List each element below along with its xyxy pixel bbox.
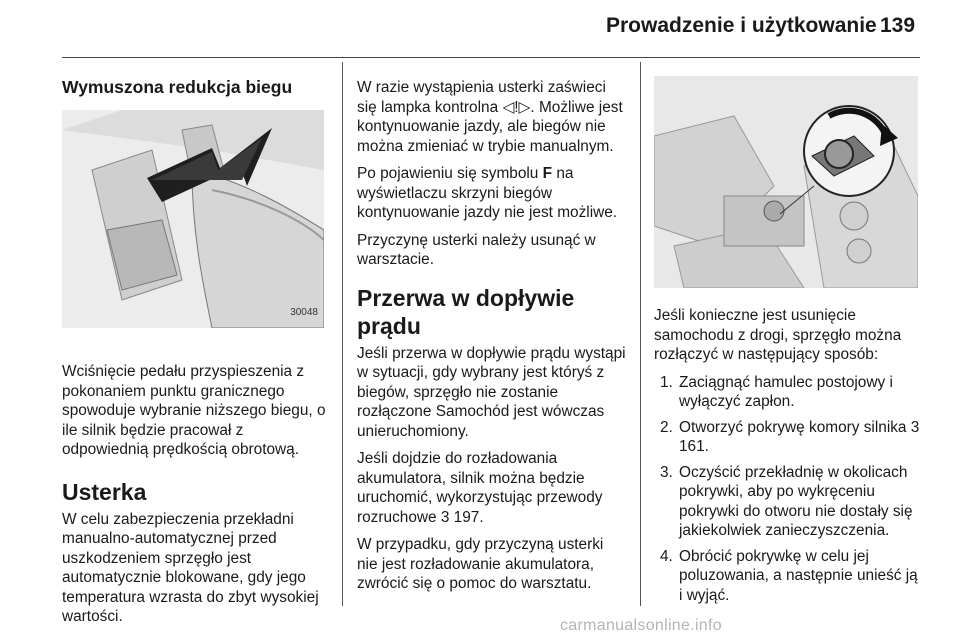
column-2 [357, 78, 627, 602]
kickdown-paragraph: Wciśnięcie pedału przyspieszenia z pokonaniem punktu granicznego spowoduje wybranie niższego biegu, o ile silnik będzie pracował z odpowiednią prędkością obrotową. [62, 363, 326, 458]
other-cause-paragraph: W przypadku, gdy przyczyną usterki nie jest rozładowanie akumulatora, zwrócić się o pomoc do warsztatu. [357, 536, 604, 592]
column-divider [640, 62, 641, 606]
column-divider [342, 62, 343, 606]
section-heading-power-failure: Przerwa w dopływie prądu [357, 284, 575, 339]
workshop-paragraph: Przyczynę usterki należy usunąć w warsztacie. [357, 231, 596, 268]
f-symbol-paragraph: Po pojawieniu się symbolu F na wyświetlaczu skrzyni biegów kontynuowanie jazdy nie jest możliwe. [357, 165, 618, 221]
image-code: 30048 [290, 306, 318, 318]
page-reference: 3 161. [679, 418, 920, 455]
warning-lamp-icon: ◁!▷ [502, 98, 531, 116]
f-symbol: F [542, 165, 553, 182]
header-rule [62, 57, 920, 58]
page-header-title: Prowadzenie i użytkowanie [606, 14, 877, 37]
section-heading-fault: Usterka [62, 478, 147, 505]
power-failure-paragraph: Jeśli przerwa w dopływie prądu wystąpi w sytuacji, gdy wybrany jest któryś z biegów, sprzęgło nie zostanie rozłączone Samochód jest wówczas unieruchomiony. [357, 344, 626, 440]
column-3 [654, 76, 924, 611]
list-item: 1. Zaciągnąć hamulec postojowy i wyłączyć zapłon. [660, 373, 893, 410]
page-number: 139 [880, 14, 916, 37]
fault-lamp-paragraph: W razie wystąpienia usterki zaświeci się lampka kontrolna ◁!▷. Możliwe jest kontynuowanie jazdy, ale biegów nie można zmieniać w trybie manualnym. [357, 79, 623, 155]
column-1 [62, 76, 332, 635]
battery-paragraph: Jeśli dojdzie do rozładowania akumulatora, silnik można będzie uruchomić, wykorzystując przewody rozruchowe 3 197. [357, 450, 603, 526]
section-heading-kickdown: Wymuszona redukcja biegu [62, 77, 293, 97]
fault-paragraph: W celu zabezpieczenia przekładni manualno-automatycznej przed uszkodzeniem sprzęgło jest automatycznie blokowane, gdy jego temperatura wzrasta do zbyt wysokiej wartości. [62, 510, 319, 625]
engine-compartment-illustration [654, 76, 918, 288]
page-reference: 3 197 [440, 508, 480, 526]
intro-paragraph: Jeśli konieczne jest usunięcie samochodu z drogi, sprzęgło można rozłączyć w następujący sposób: [654, 307, 902, 363]
list-item: 3. Oczyścić przekładnię w okolicach pokrywki, aby po wykręceniu pokrywki do otworu nie dostały się jakiekolwiek zanieczyszczenia. [660, 463, 913, 539]
list-item: 2. Otworzyć pokrywę komory silnika 3 161. [660, 418, 920, 455]
watermark: carmanualsonline.info [560, 617, 722, 634]
procedure-list [654, 373, 924, 606]
list-item: 4. Obrócić pokrywkę w celu jej poluzowania, a następnie unieść ją i wyjąć. [660, 547, 918, 604]
pedal-illustration [62, 110, 324, 328]
